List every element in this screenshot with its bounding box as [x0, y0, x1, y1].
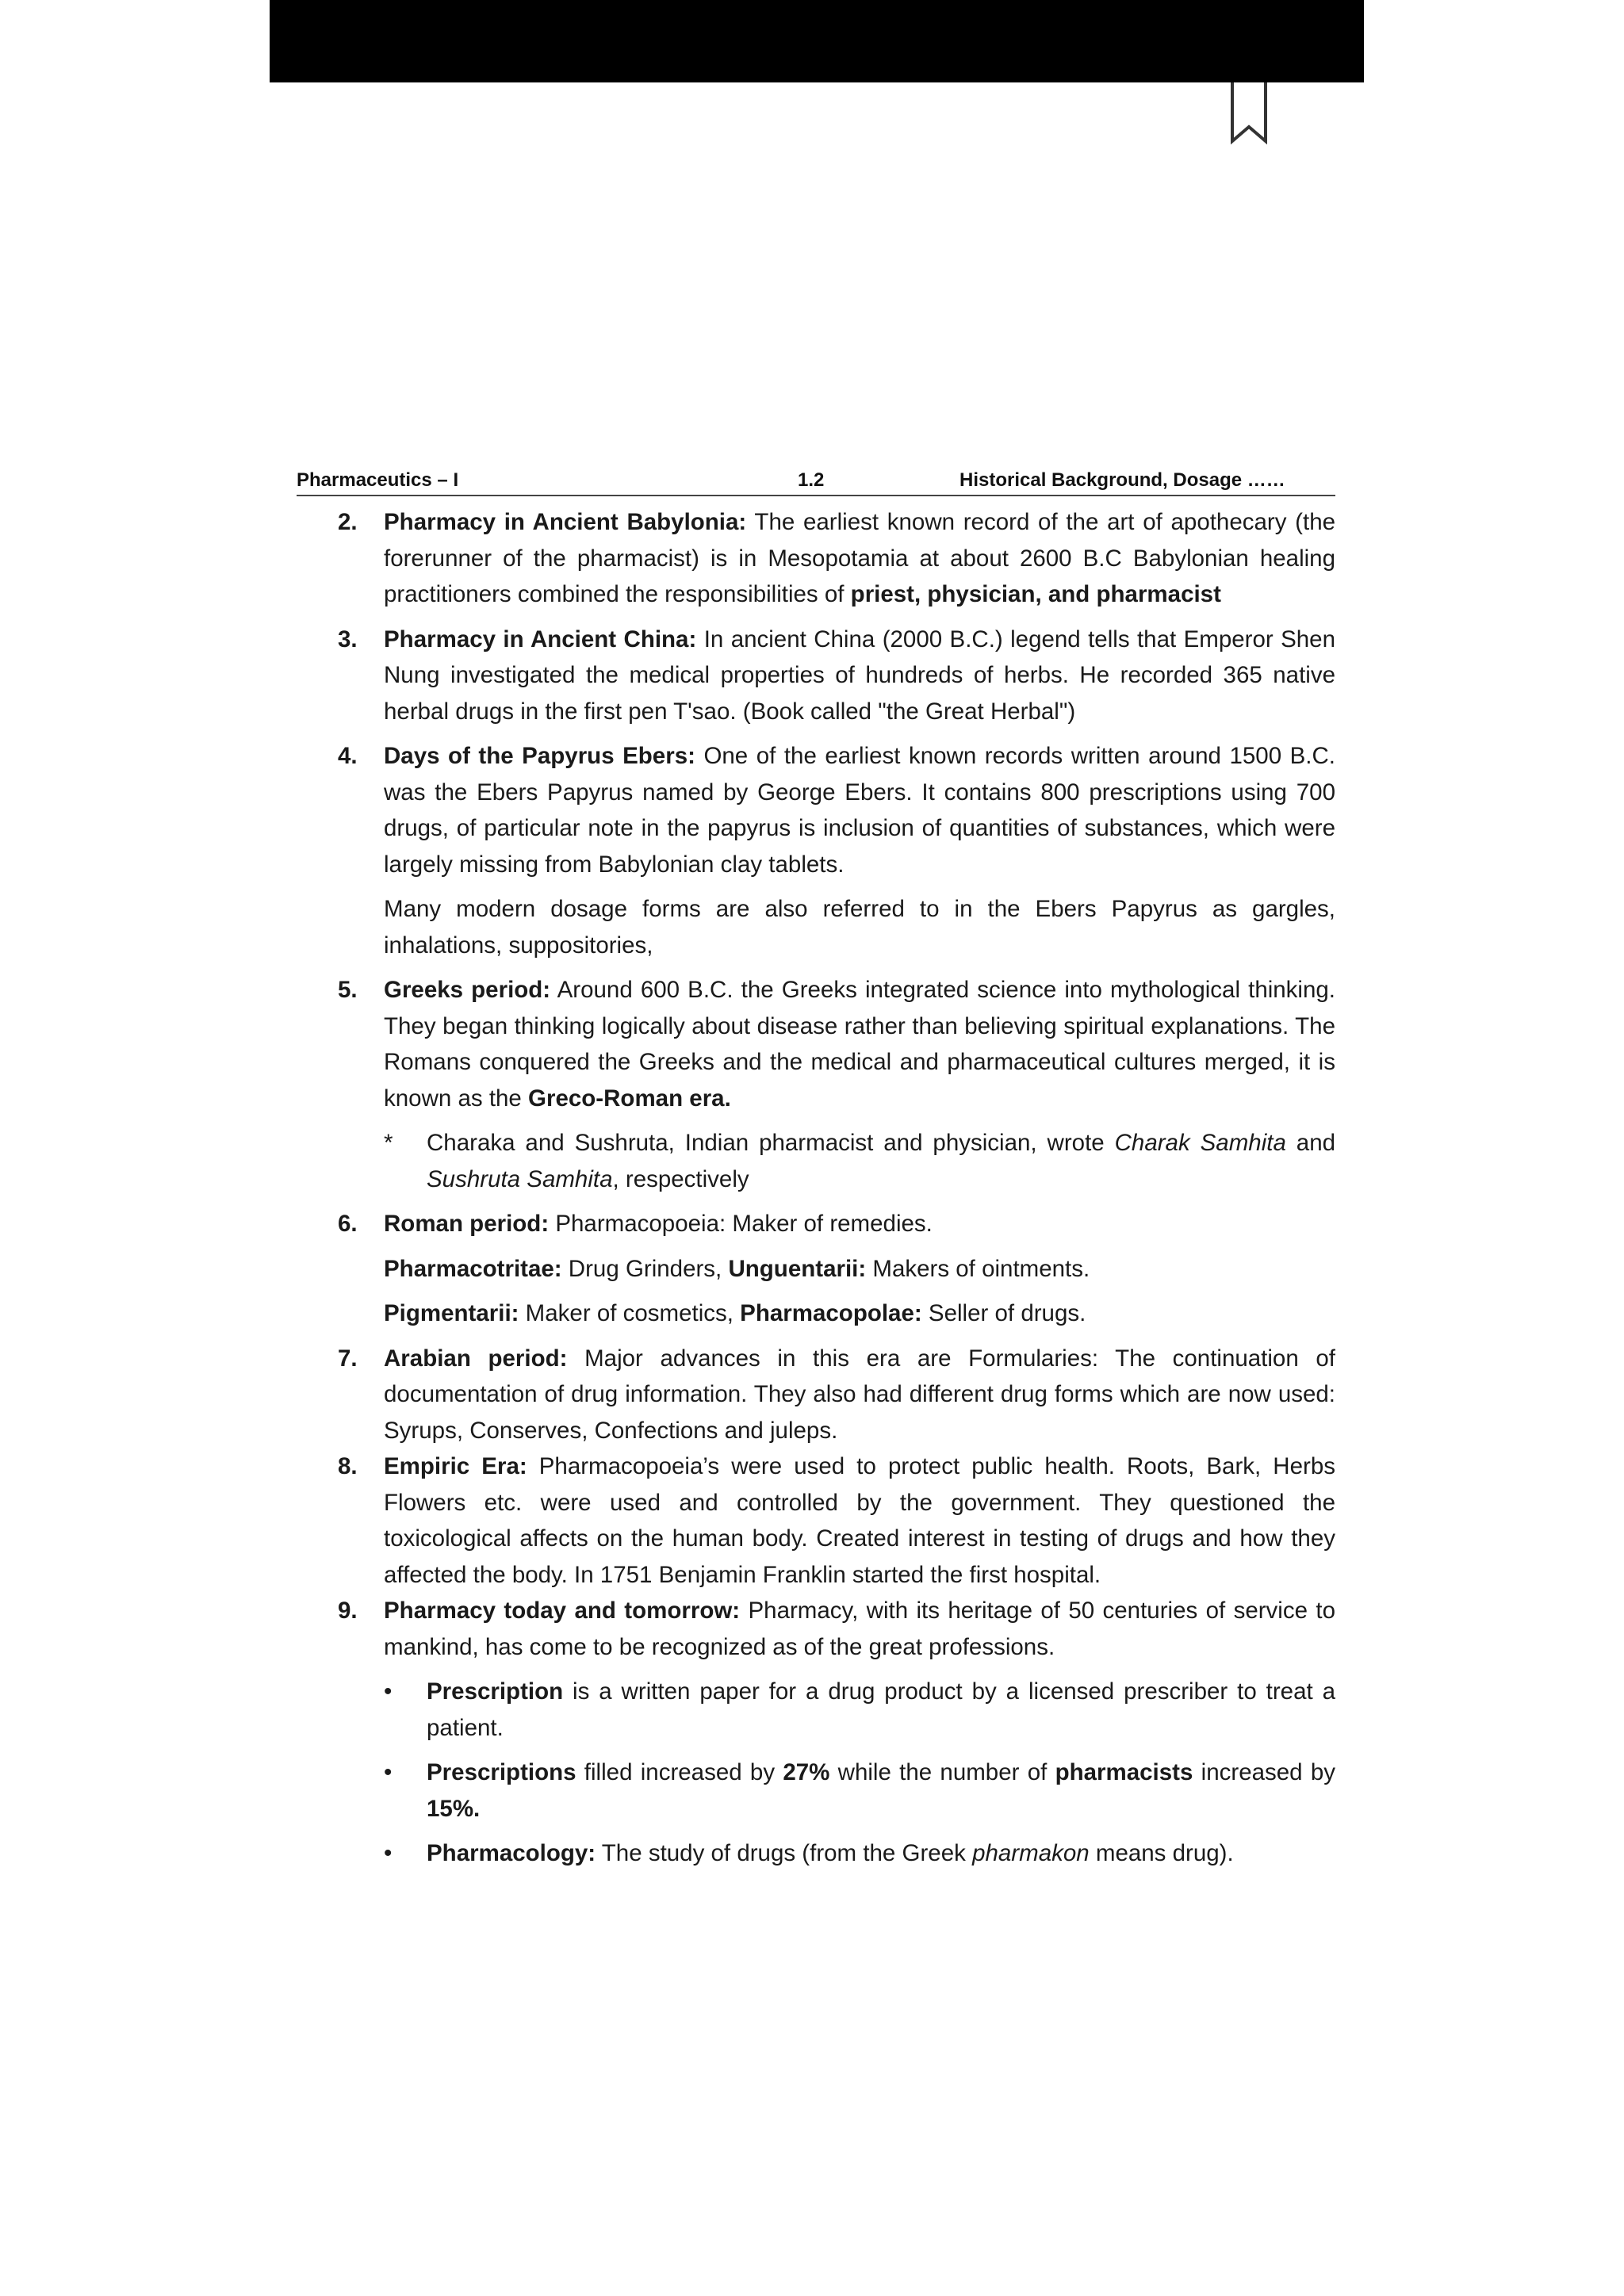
list-item: 8. Empiric Era: Pharmacopoeia’s were used to protect public health. Roots, Bark, Herbs Flowers etc. were used and controlled by the government. They questioned the toxicological affects on the human body. Created interest in testing of drugs and how they affected the body. In 1751 Benjamin Franklin started the first hospital. — [297, 1448, 1335, 1593]
list-item: 6. Roman period: Pharmacopoeia: Maker of remedies. Pharmacotritae: Drug Grinders, Unguentarii: Makers of ointments. Pigmentarii: Maker of cosmetics, Pharmacopolae: Seller of drugs. — [297, 1206, 1335, 1332]
bullet-marker: • — [384, 1678, 393, 1705]
item-title: Arabian period: — [384, 1345, 568, 1372]
bullet-item: • Pharmacology: The study of drugs (from the Greek pharmakon means drug). — [297, 1835, 1335, 1872]
item-title: Empiric Era: — [384, 1453, 527, 1479]
asterisk-marker: * — [384, 1130, 393, 1156]
item-number: 5. — [338, 977, 358, 1003]
bookmark-icon[interactable] — [1228, 82, 1270, 146]
bullet-item: • Prescriptions filled increased by 27% while the number of pharmacists increased by 15%. — [297, 1755, 1335, 1827]
header-page-number: 1.2 — [798, 469, 825, 491]
bullet-marker: • — [384, 1840, 393, 1866]
bullet-marker: • — [384, 1759, 393, 1785]
header-book-title: Pharmaceutics – I — [297, 469, 459, 491]
running-header — [297, 465, 1335, 496]
list-item: 7. Arabian period: Major advances in this era are Formularies: The continuation of documentation of drug information. They also had different drug forms which are now used: Syrups, Conserves, Confections and juleps. — [297, 1341, 1335, 1449]
document-body — [297, 504, 1335, 1872]
list-item: 2. Pharmacy in Ancient Babylonia: The earliest known record of the art of apothecary (the forerunner of the pharmacist) is in Mesopotamia at about 2600 B.C Babylonian healing practitioners combined the responsibilities of priest, physician, and pharmacist — [297, 504, 1335, 613]
bullet-item: • Prescription is a written paper for a drug product by a licensed prescriber to treat a patient. — [297, 1674, 1335, 1746]
item-title: Pharmacy in Ancient China: — [384, 626, 697, 652]
item-number: 8. — [338, 1453, 358, 1479]
list-item: 4. Days of the Papyrus Ebers: One of the earliest known records written around 1500 B.C. was the Ebers Papyrus named by George Ebers. It contains 800 prescriptions using 700 drugs, of particular note in the papyrus is inclusion of quantities of substances, which were largely missing from Babylonian clay tablets. Many modern dosage forms are also referred to in the Ebers Papyrus as gargles, inhalations, suppositories, — [297, 738, 1335, 963]
item-title: Greeks period: — [384, 977, 551, 1003]
item-title: Roman period: — [384, 1211, 550, 1237]
item-number: 2. — [338, 509, 358, 535]
list-item: 5. Greeks period: Around 600 B.C. the Greeks integrated science into mythological thinking. They began thinking logically about disease rather than believing spiritual explanations. The Romans conquered the Greeks and the medical and pharmaceutical cultures merged, it is known as the Greco-Roman era. — [297, 972, 1335, 1116]
list-item: 9. Pharmacy today and tomorrow: Pharmacy, with its heritage of 50 centuries of service to mankind, has come to be recognized as of the great professions. — [297, 1593, 1335, 1665]
item-title: Pharmacy in Ancient Babylonia: — [384, 509, 747, 535]
document-page — [297, 465, 1335, 1872]
item-number: 7. — [338, 1345, 358, 1372]
item-number: 3. — [338, 626, 358, 652]
item-title: Pharmacy today and tomorrow: — [384, 1598, 741, 1624]
list-item: 3. Pharmacy in Ancient China: In ancient China (2000 B.C.) legend tells that Emperor Shen Nung investigated the medical properties of hundreds of herbs. He recorded 365 native herbal drugs in the first pen T'sao. (Book called "the Great Herbal") — [297, 622, 1335, 730]
item-number: 6. — [338, 1211, 358, 1237]
top-bar — [270, 0, 1364, 82]
header-chapter-title: Historical Background, Dosage …… — [959, 469, 1285, 491]
sub-list-item: * Charaka and Sushruta, Indian pharmacist and physician, wrote Charak Samhita and Sushruta Samhita, respectively — [297, 1125, 1335, 1197]
item-number: 4. — [338, 743, 358, 769]
item-title: Days of the Papyrus Ebers: — [384, 743, 695, 769]
paragraph: Many modern dosage forms are also referred to in the Ebers Papyrus as gargles, inhalations, suppositories, — [384, 896, 1335, 959]
item-number: 9. — [338, 1598, 358, 1624]
